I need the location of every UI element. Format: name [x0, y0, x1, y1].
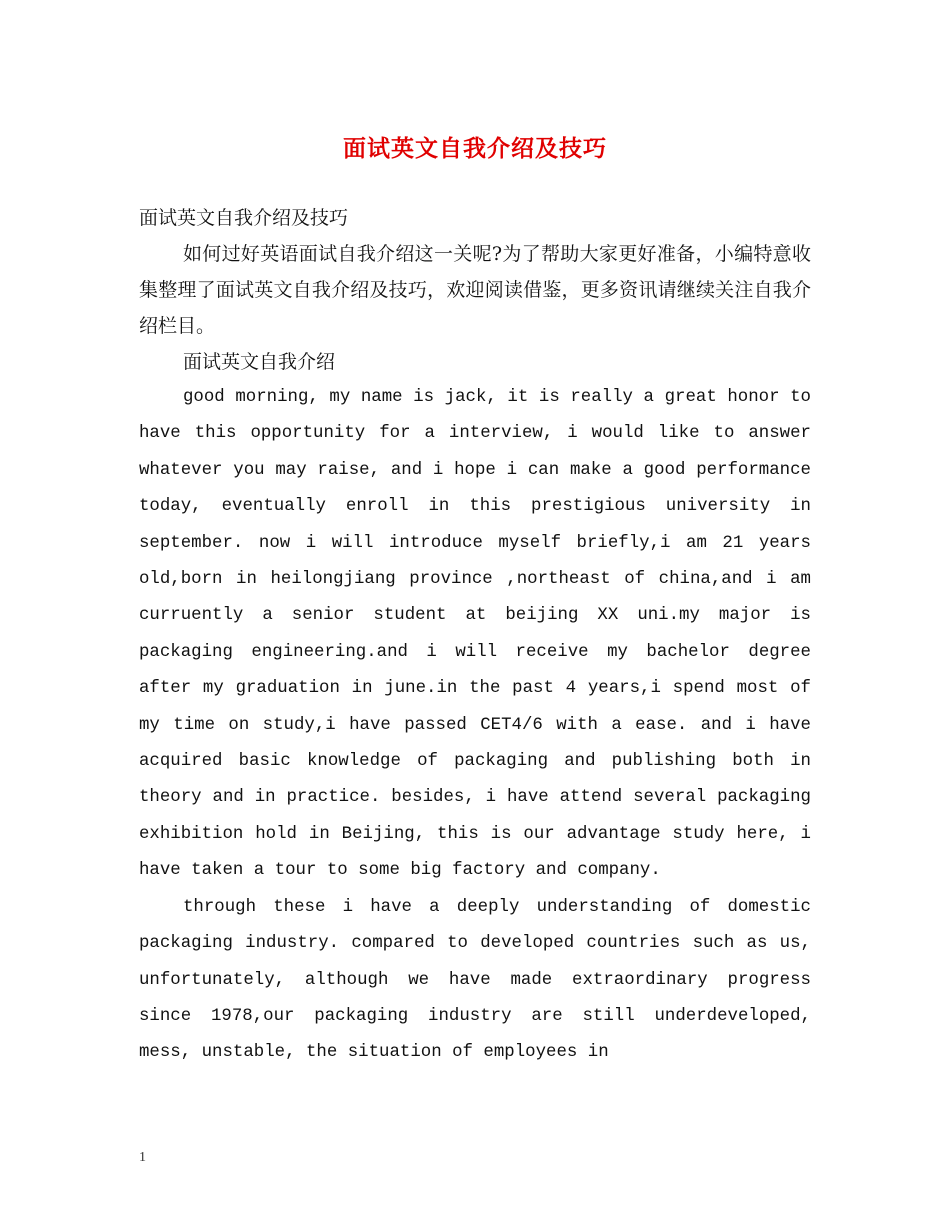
- document-heading: 面试英文自我介绍及技巧: [139, 207, 349, 229]
- document-title: 面试英文自我介绍及技巧: [343, 135, 607, 162]
- document-body: [139, 200, 811, 1072]
- intro-paragraph: 如何过好英语面试自我介绍这一关呢?为了帮助大家更好准备，小编特意收集整理了面试英文自我介绍及技巧，欢迎阅读借鉴，更多资讯请继续关注自我介绍栏目。: [139, 243, 811, 337]
- body-paragraph-2: through these i have a deeply understanding of domestic packaging industry. compared to developed countries such as us, unfortunately, although we have made extraordinary progress since 1978,our packaging industry are still underdeveloped, mess, unstable, the situation of employees in: [139, 897, 811, 1063]
- body-paragraph-1: good morning, my name is jack, it is really a great honor to have this opportunity for a interview, i would like to answer whatever you may raise, and i hope i can make a good performance today, eventually enroll in this prestigious university in september. now i will introduce myself briefly,i am 21 years old,born in heilongjiang province ,northeast of china,and i am curruently a senior student at beijing XX uni.my major is packaging engineering.and i will receive my bachelor degree after my graduation in june.in the past 4 years,i spend most of my time on study,i have passed CET4/6 with a ease. and i have acquired basic knowledge of packaging and publishing both in theory and in practice. besides, i have attend several packaging exhibition hold in Beijing, this is our advantage study here, i have taken a tour to some big factory and company.: [139, 388, 811, 881]
- section-title: 面试英文自我介绍: [183, 351, 336, 373]
- page-number: 1: [139, 1150, 146, 1165]
